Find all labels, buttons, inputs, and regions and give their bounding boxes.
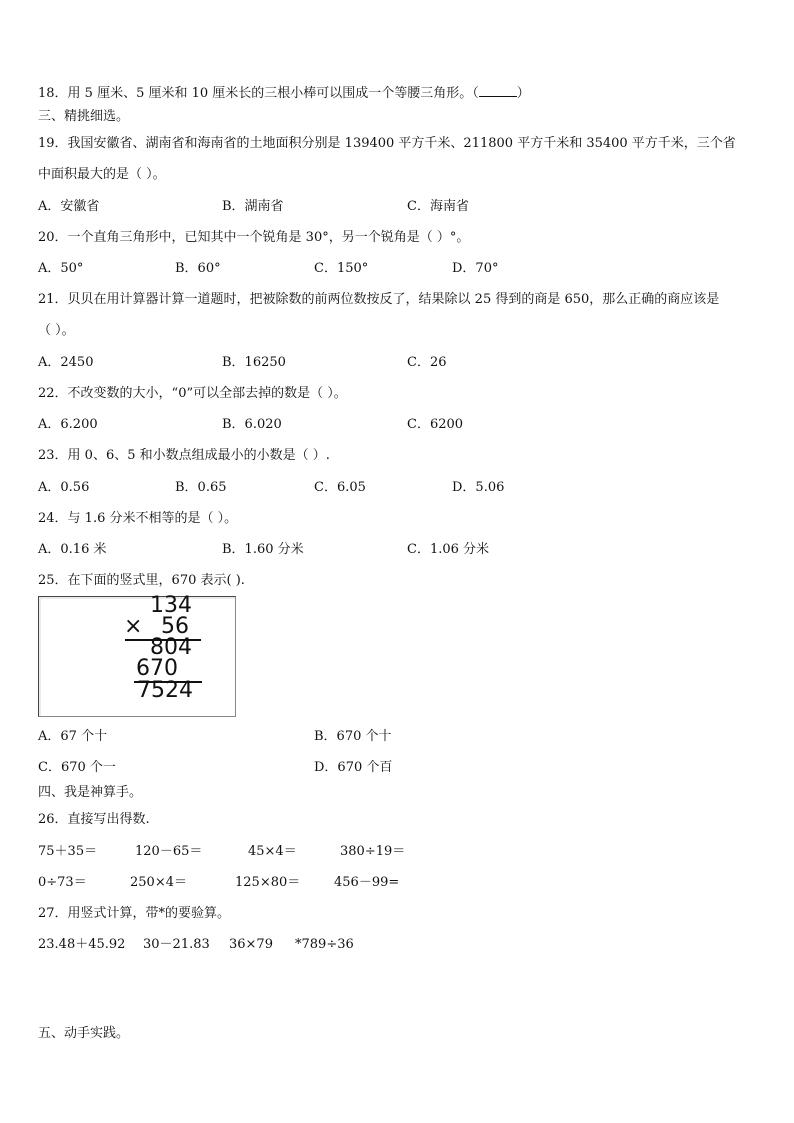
section-4-heading: 四、我是神算手。 bbox=[38, 785, 143, 800]
question-24-option-a: A．0.16 米 bbox=[38, 542, 107, 557]
question-25-option-b: B．670 个十 bbox=[314, 729, 392, 744]
q27-item: 30－21.83 bbox=[143, 937, 210, 952]
q27-item: *789÷36 bbox=[295, 937, 354, 952]
question-18 bbox=[38, 84, 530, 102]
product-result: 7524 bbox=[137, 678, 193, 703]
question-19-option-a: A．安徽省 bbox=[38, 199, 100, 214]
question-21-line2: （ ）。 bbox=[38, 323, 75, 338]
question-21-option-a: A．2450 bbox=[38, 355, 94, 370]
partial-product-1: 804 bbox=[150, 635, 192, 660]
multiplicand: 134 bbox=[150, 593, 192, 618]
question-22: 22．不改变数的大小，“0”可以全部去掉的数是（ ）。 bbox=[38, 386, 347, 401]
question-24-option-c: C．1.06 分米 bbox=[407, 542, 490, 557]
question-18-text: 18．用 5 厘米、5 厘米和 10 厘米长的三根小棒可以围成一个等腰三角形。（ bbox=[38, 86, 479, 101]
question-23: 23．用 0、6、5 和小数点组成最小的小数是（ ）. bbox=[38, 448, 330, 463]
question-19-option-b: B．湖南省 bbox=[222, 199, 284, 214]
q26-item: 120－65＝ bbox=[135, 844, 203, 859]
answer-blank bbox=[479, 84, 517, 97]
question-25-option-d: D．670 个百 bbox=[314, 760, 393, 775]
question-23-option-b: B．0.65 bbox=[175, 480, 227, 495]
section-3-heading: 三、精挑细选。 bbox=[38, 109, 130, 124]
question-20-option-c: C．150° bbox=[314, 261, 369, 276]
question-27-title: 27．用竖式计算，带*的要验算。 bbox=[38, 906, 231, 921]
question-21-option-b: B．16250 bbox=[222, 355, 286, 370]
question-18-close: ） bbox=[516, 86, 530, 101]
question-26-title: 26．直接写出得数. bbox=[38, 812, 150, 827]
q26-item: 0÷73＝ bbox=[38, 875, 87, 890]
question-23-option-d: D．5.06 bbox=[452, 480, 505, 495]
question-25: 25．在下面的竖式里，670 表示( ). bbox=[38, 573, 245, 588]
q26-item: 456－99= bbox=[334, 875, 400, 890]
partial-product-2: 670 bbox=[136, 656, 178, 681]
question-24-option-b: B．1.60 分米 bbox=[222, 542, 304, 557]
q26-item: 250×4＝ bbox=[130, 875, 187, 890]
vertical-multiplication-figure bbox=[38, 593, 236, 717]
q26-item: 45×4＝ bbox=[248, 844, 297, 859]
q27-item: 36×79 bbox=[229, 937, 273, 952]
question-25-option-c: C．670 个一 bbox=[38, 760, 116, 775]
question-22-option-b: B．6.020 bbox=[222, 417, 282, 432]
question-23-option-c: C．6.05 bbox=[314, 480, 366, 495]
question-22-option-a: A．6.200 bbox=[38, 417, 98, 432]
question-20: 20．一个直角三角形中，已知其中一个锐角是 30°，另一个锐角是（ ）°。 bbox=[38, 230, 470, 245]
question-19-option-c: C．海南省 bbox=[407, 199, 469, 214]
question-24: 24．与 1.6 分米不相等的是（ ）。 bbox=[38, 511, 238, 526]
question-20-option-b: B．60° bbox=[175, 261, 221, 276]
q26-item: 75＋35＝ bbox=[38, 844, 98, 859]
question-22-option-c: C．6200 bbox=[407, 417, 464, 432]
question-19-line1: 19．我国安徽省、湖南省和海南省的土地面积分别是 139400 平方千米、211800 平方千米和 35400 平方千米，三个省 bbox=[38, 136, 736, 151]
question-19-line2: 中面积最大的是（ ）。 bbox=[38, 167, 166, 182]
question-21-option-c: C．26 bbox=[407, 355, 447, 370]
multiply-sign: × bbox=[124, 614, 143, 639]
question-21-line1: 21．贝贝在用计算器计算一道题时，把被除数的前两位数按反了，结果除以 25 得到的商是 650，那么正确的商应该是 bbox=[38, 292, 720, 307]
q26-item: 380÷19＝ bbox=[340, 844, 406, 859]
question-23-option-a: A．0.56 bbox=[38, 480, 90, 495]
q26-item: 125×80＝ bbox=[235, 875, 301, 890]
question-20-option-a: A．50° bbox=[38, 261, 84, 276]
multiplier: 56 bbox=[161, 614, 189, 639]
question-20-option-d: D．70° bbox=[452, 261, 499, 276]
section-5-heading: 五、动手实践。 bbox=[38, 1026, 130, 1041]
q27-item: 23.48＋45.92 bbox=[38, 937, 126, 952]
question-25-option-a: A．67 个十 bbox=[38, 729, 108, 744]
